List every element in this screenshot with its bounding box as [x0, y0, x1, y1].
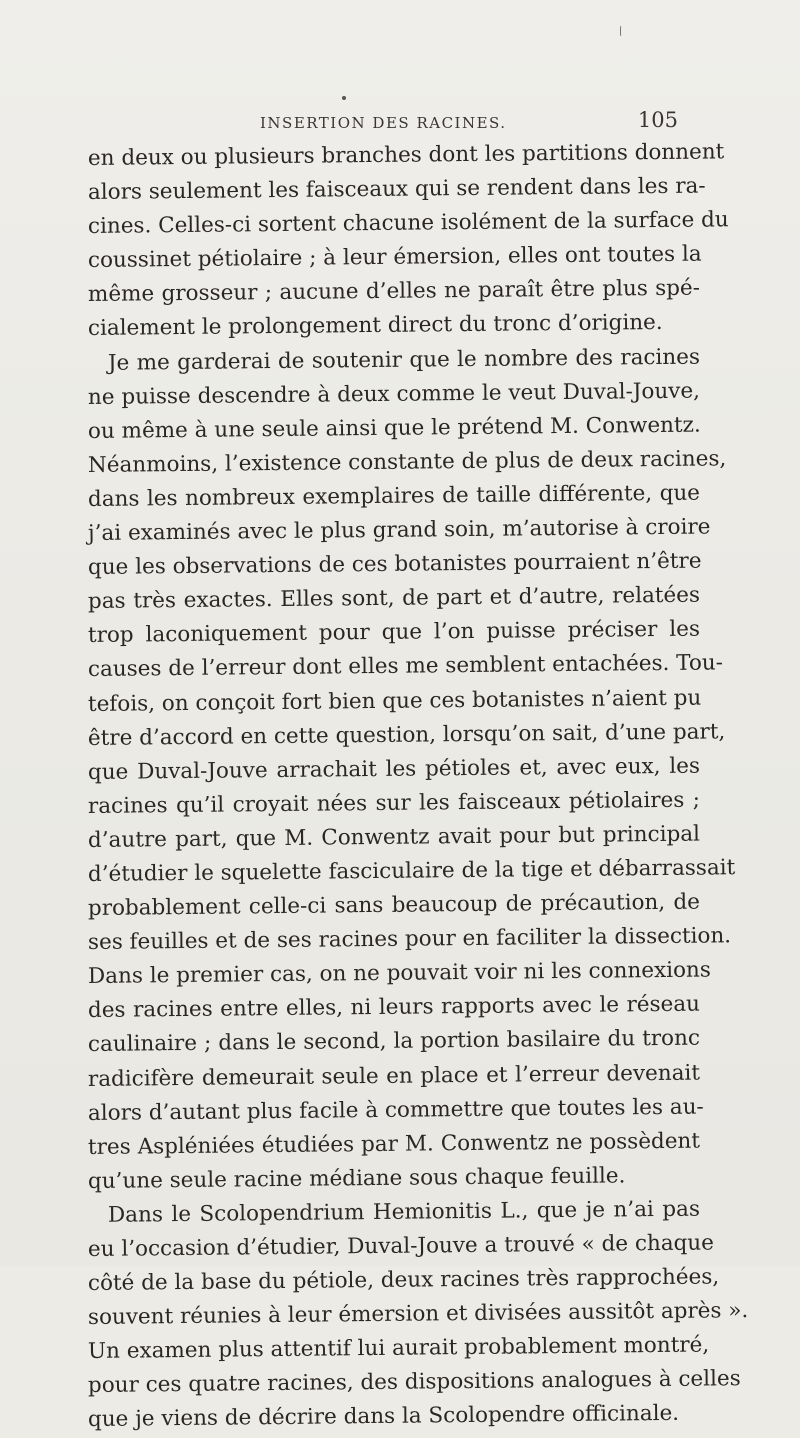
- text-line: j’ai examinés avec le plus grand soin, m’autorise à croire: [87, 514, 711, 547]
- text-line: ne puisse descendre à deux comme le veut Duval-Jouve,: [87, 378, 701, 410]
- text-line: qu’une seule racine médiane sous chaque feuille.: [87, 1163, 626, 1194]
- running-head: INSERTION DES RACINES.: [260, 114, 507, 132]
- text-line: pas très exactes. Elles sont, de part et d’autre, relatées: [87, 582, 701, 615]
- text-line: côté de la base du pétiole, deux racines très rapprochées,: [87, 1264, 720, 1297]
- page-edge-mark: [620, 26, 623, 36]
- text-line: Dans le premier cas, on ne pouvait voir ni les connexions: [87, 957, 711, 990]
- text-line: Un examen plus attentif lui aurait probablement montré,: [87, 1332, 710, 1365]
- text-line: ses feuilles et de ses racines pour en faciliter la dissection.: [87, 923, 732, 956]
- text-line: Je me garderai de soutenir que le nombre des racines: [107, 344, 701, 376]
- text-line: trop laconiquement pour que l’on puisse préciser les: [87, 616, 701, 649]
- text-line: être d’accord en cette question, lorsqu’on sait, d’une part,: [87, 718, 726, 751]
- text-line: alors d’autant plus facile à commettre que toutes les au-: [87, 1094, 704, 1126]
- text-line: caulinaire ; dans le second, la portion basilaire du tronc: [87, 1026, 701, 1058]
- text-line: probablement celle-ci sans beaucoup de précaution, de: [87, 889, 701, 922]
- text-line: racines qu’il croyait nées sur les faisceaux pétiolaires ;: [87, 787, 701, 819]
- text-line: d’étudier le squelette fasciculaire de la tige et débarrassait: [87, 855, 736, 887]
- text-line: en deux ou plusieurs branches dont les partitions donnent: [87, 139, 725, 171]
- text-line: souvent réunies à leur émersion et divisées aussitôt après ».: [87, 1298, 749, 1331]
- page-header: [88, 108, 688, 138]
- text-line: d’autre part, que M. Conwentz avait pour but principal: [87, 821, 701, 853]
- text-line: alors seulement les faisceaux qui se rendent dans les ra-: [87, 173, 706, 206]
- text-line: cines. Celles-ci sortent chacune isolément de la surface du: [87, 207, 729, 240]
- text-line: pour ces quatre racines, des dispositions analogues à celles: [87, 1366, 741, 1399]
- text-line: Néanmoins, l’existence constante de plus de deux racines,: [87, 446, 727, 478]
- text-line: des racines entre elles, ni leurs rapports avec le réseau: [87, 991, 701, 1024]
- text-line: eu l’occasion d’étudier, Duval-Jouve a trouvé « de chaque: [87, 1230, 715, 1262]
- ink-dot: [342, 96, 346, 100]
- text-line: Dans le Scolopendrium Hemionitis L., que je n’ai pas: [107, 1196, 701, 1228]
- text-line: même grosseur ; aucune d’elles ne paraît être plus spé-: [87, 275, 701, 308]
- text-line: causes de l’erreur dont elles me semblent entachées. Tou-: [87, 650, 724, 683]
- text-line: radicifère demeurait seule en place et l’erreur devenait: [87, 1060, 701, 1092]
- text-line: tefois, on conçoit fort bien que ces botanistes n’aient pu: [87, 685, 702, 717]
- text-line: dans les nombreux exemplaires de taille différente, que: [87, 480, 701, 512]
- body-text: [87, 139, 749, 1438]
- text-line: coussinet pétiolaire ; à leur émersion, elles ont toutes la: [87, 241, 702, 274]
- text-line: ou même à une seule ainsi que le prétend M. Conwentz.: [87, 412, 701, 444]
- text-line: tres Aspléniées étudiées par M. Conwentz ne possèdent: [87, 1128, 701, 1160]
- page-number: 105: [637, 108, 678, 132]
- text-line: que les observations de ces botanistes pourraient n’être: [87, 548, 702, 581]
- text-line: que je viens de décrire dans la Scolopendre officinale.: [87, 1401, 680, 1433]
- text-line: que Duval-Jouve arrachait les pétioles et, avec eux, les: [87, 753, 701, 785]
- text-line: cialement le prolongement direct du tronc d’origine.: [87, 310, 663, 342]
